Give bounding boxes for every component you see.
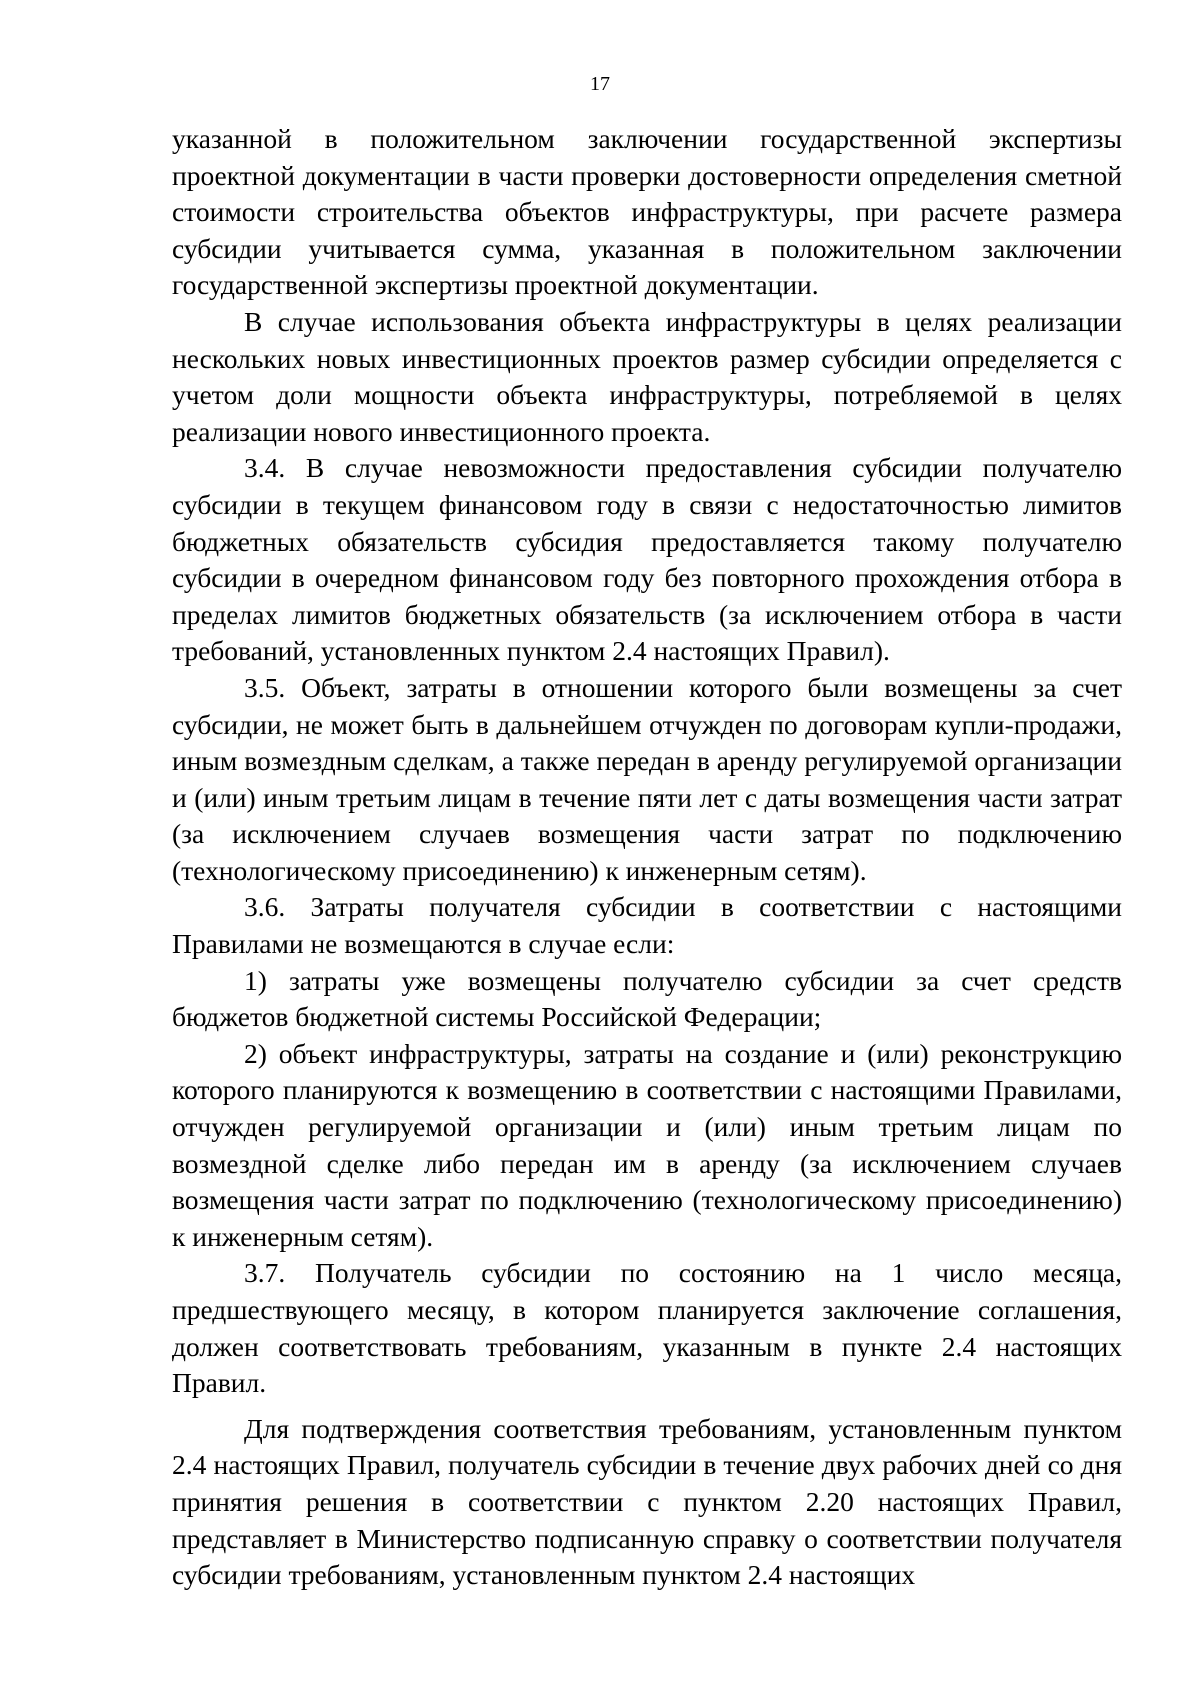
paragraph-infrastructure-share: В случае использования объекта инфраструктуры в целях реализации нескольких новых инвестиционных проектов размер субсидии определяется с учетом доли мощности объекта инфраструктуры, потребляемой в целях реализации нового инвестиционного проекта. (172, 305, 1122, 447)
paragraph-3-6: 3.6. Затраты получателя субсидии в соответствии с настоящими Правилами не возмещаются в случае если: (172, 891, 1122, 960)
page-number: 17 (590, 73, 610, 95)
paragraph-3-5: 3.5. Объект, затраты в отношении которого были возмещены за счет субсидии, не может быть в дальнейшем отчужден по договорам купли-продажи, иным возмездным сделкам, а также передан в аренду регулируемой организации и (или) иным третьим лицам в течение пяти лет с даты возмещения части затрат (за исключением случаев возмещения части затрат по подключению (технологическому присоединению) к инженерным сетям). (172, 671, 1122, 886)
paragraph-continuation: указанной в положительном заключении государственной экспертизы проектной документации в части проверки достоверности определения сметной стоимости строительства объектов инфраструктуры, при расчете размера субсидии учитывается сумма, указанная в положительном заключении государственной экспертизы проектной документации. (172, 123, 1122, 301)
paragraph-3-7: 3.7. Получатель субсидии по состоянию на 1 число месяца, предшествующего месяцу, в котором планируется заключение соглашения, должен соответствовать требованиям, указанным в пункте 2.4 настоящих Правил. (172, 1257, 1122, 1399)
paragraph-confirmation: Для подтверждения соответствия требованиям, установленным пунктом 2.4 настоящих Правил, получатель субсидии в течение двух рабочих дней со дня принятия решения в соответствии с пунктом 2.20 настоящих Правил, представляет в Министерство подписанную справку о соответствии получателя субсидии требованиям, установленным пунктом 2.4 настоящих (172, 1412, 1122, 1591)
paragraph-3-4: 3.4. В случае невозможности предоставления субсидии получателю субсидии в текущем финансовом году в связи с недостаточностью лимитов бюджетных обязательств субсидия предоставляется такому получателю субсидии в очередном финансовом году без повторного прохождения отбора в пределах лимитов бюджетных обязательств (за исключением отбора в части требований, установленных пунктом 2.4 настоящих Правил). (172, 452, 1122, 667)
document-body (172, 121, 1122, 1594)
paragraph-3-6-item-1: 1) затраты уже возмещены получателю субсидии за счет средств бюджетов бюджетной системы Российской Федерации; (172, 964, 1122, 1033)
paragraph-3-6-item-2: 2) объект инфраструктуры, затраты на создание и (или) реконструкцию которого планируются к возмещению в соответствии с настоящими Правилами, отчужден регулируемой организации и (или) иным третьим лицам по возмездной сделке либо передан им в аренду (за исключением случаев возмещения части затрат по подключению (технологическому присоединению) к инженерным сетям). (172, 1037, 1122, 1252)
